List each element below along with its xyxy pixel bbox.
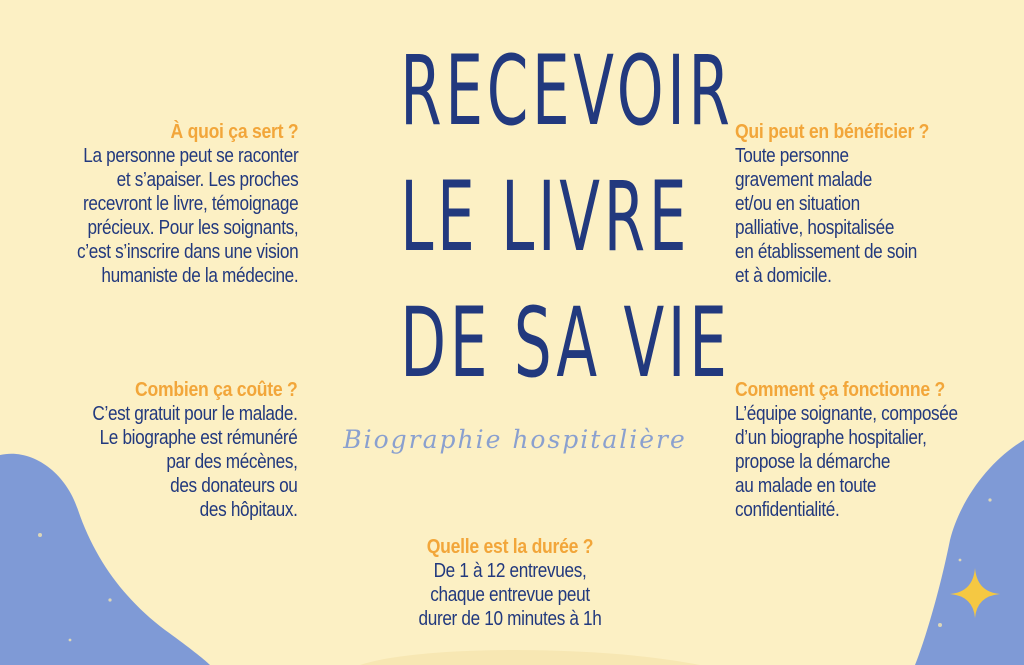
subtitle: Biographie hospitalière: [343, 425, 687, 454]
section-body: [735, 144, 925, 288]
text-line: palliative, hospitalisée: [735, 217, 895, 239]
section-heading: Combien ça coûte ?: [135, 379, 298, 401]
text-line: humaniste de la médecine.: [101, 265, 299, 287]
text-line: C’est gratuit pour le malade.: [92, 403, 298, 425]
text-line: des donateurs ou: [170, 475, 298, 497]
text-line: chaque entrevue peut: [430, 584, 590, 606]
text-line: par des mécènes,: [166, 451, 298, 473]
title-line-3: DE SA VIE: [400, 287, 731, 399]
text-line: et/ou en situation: [735, 193, 860, 215]
section-body: [735, 402, 958, 522]
text-line: L’équipe soignante, composée: [735, 403, 958, 425]
text-line: propose la démarche: [735, 451, 891, 473]
section-duration: [360, 535, 660, 631]
section-heading: À quoi ça sert ?: [170, 121, 298, 143]
text-line: durer de 10 minutes à 1h: [418, 608, 602, 630]
section-how: [735, 378, 994, 522]
title-line-2: LE LIVRE: [400, 161, 691, 273]
section-cost: [59, 378, 298, 522]
section-body: [77, 144, 298, 288]
text-line: des hôpitaux.: [200, 499, 298, 521]
section-beneficiaries: [735, 120, 956, 288]
text-line: De 1 à 12 entrevues,: [433, 560, 587, 582]
section-purpose: [41, 120, 298, 288]
text-line: La personne peut se raconter: [82, 145, 298, 167]
section-heading: Quelle est la durée ?: [426, 536, 594, 558]
main-title: [330, 28, 734, 406]
text-line: Toute personne: [735, 145, 849, 167]
text-line: recevront le livre, témoignage: [82, 193, 298, 215]
section-body: [381, 559, 639, 631]
text-line: c’est s’inscrire dans une vision: [76, 241, 298, 263]
text-line: et s’apaiser. Les proches: [116, 169, 298, 191]
text-line: précieux. Pour les soignants,: [87, 217, 298, 239]
section-heading: Qui peut en bénéficier ?: [735, 121, 930, 143]
center-glow: [360, 650, 700, 665]
title-line-1: RECEVOIR: [400, 35, 734, 147]
text-line: confidentialité.: [735, 499, 840, 521]
text-line: au malade en toute: [735, 475, 877, 497]
text-line: en établissement de soin: [735, 241, 918, 263]
text-line: d’un biographe hospitalier,: [735, 427, 927, 449]
section-heading: Comment ça fonctionne ?: [735, 379, 946, 401]
section-body: [93, 402, 298, 522]
text-line: Le biographe est rémunéré: [100, 427, 299, 449]
text-line: et à domicile.: [735, 265, 832, 287]
text-line: gravement malade: [735, 169, 872, 191]
